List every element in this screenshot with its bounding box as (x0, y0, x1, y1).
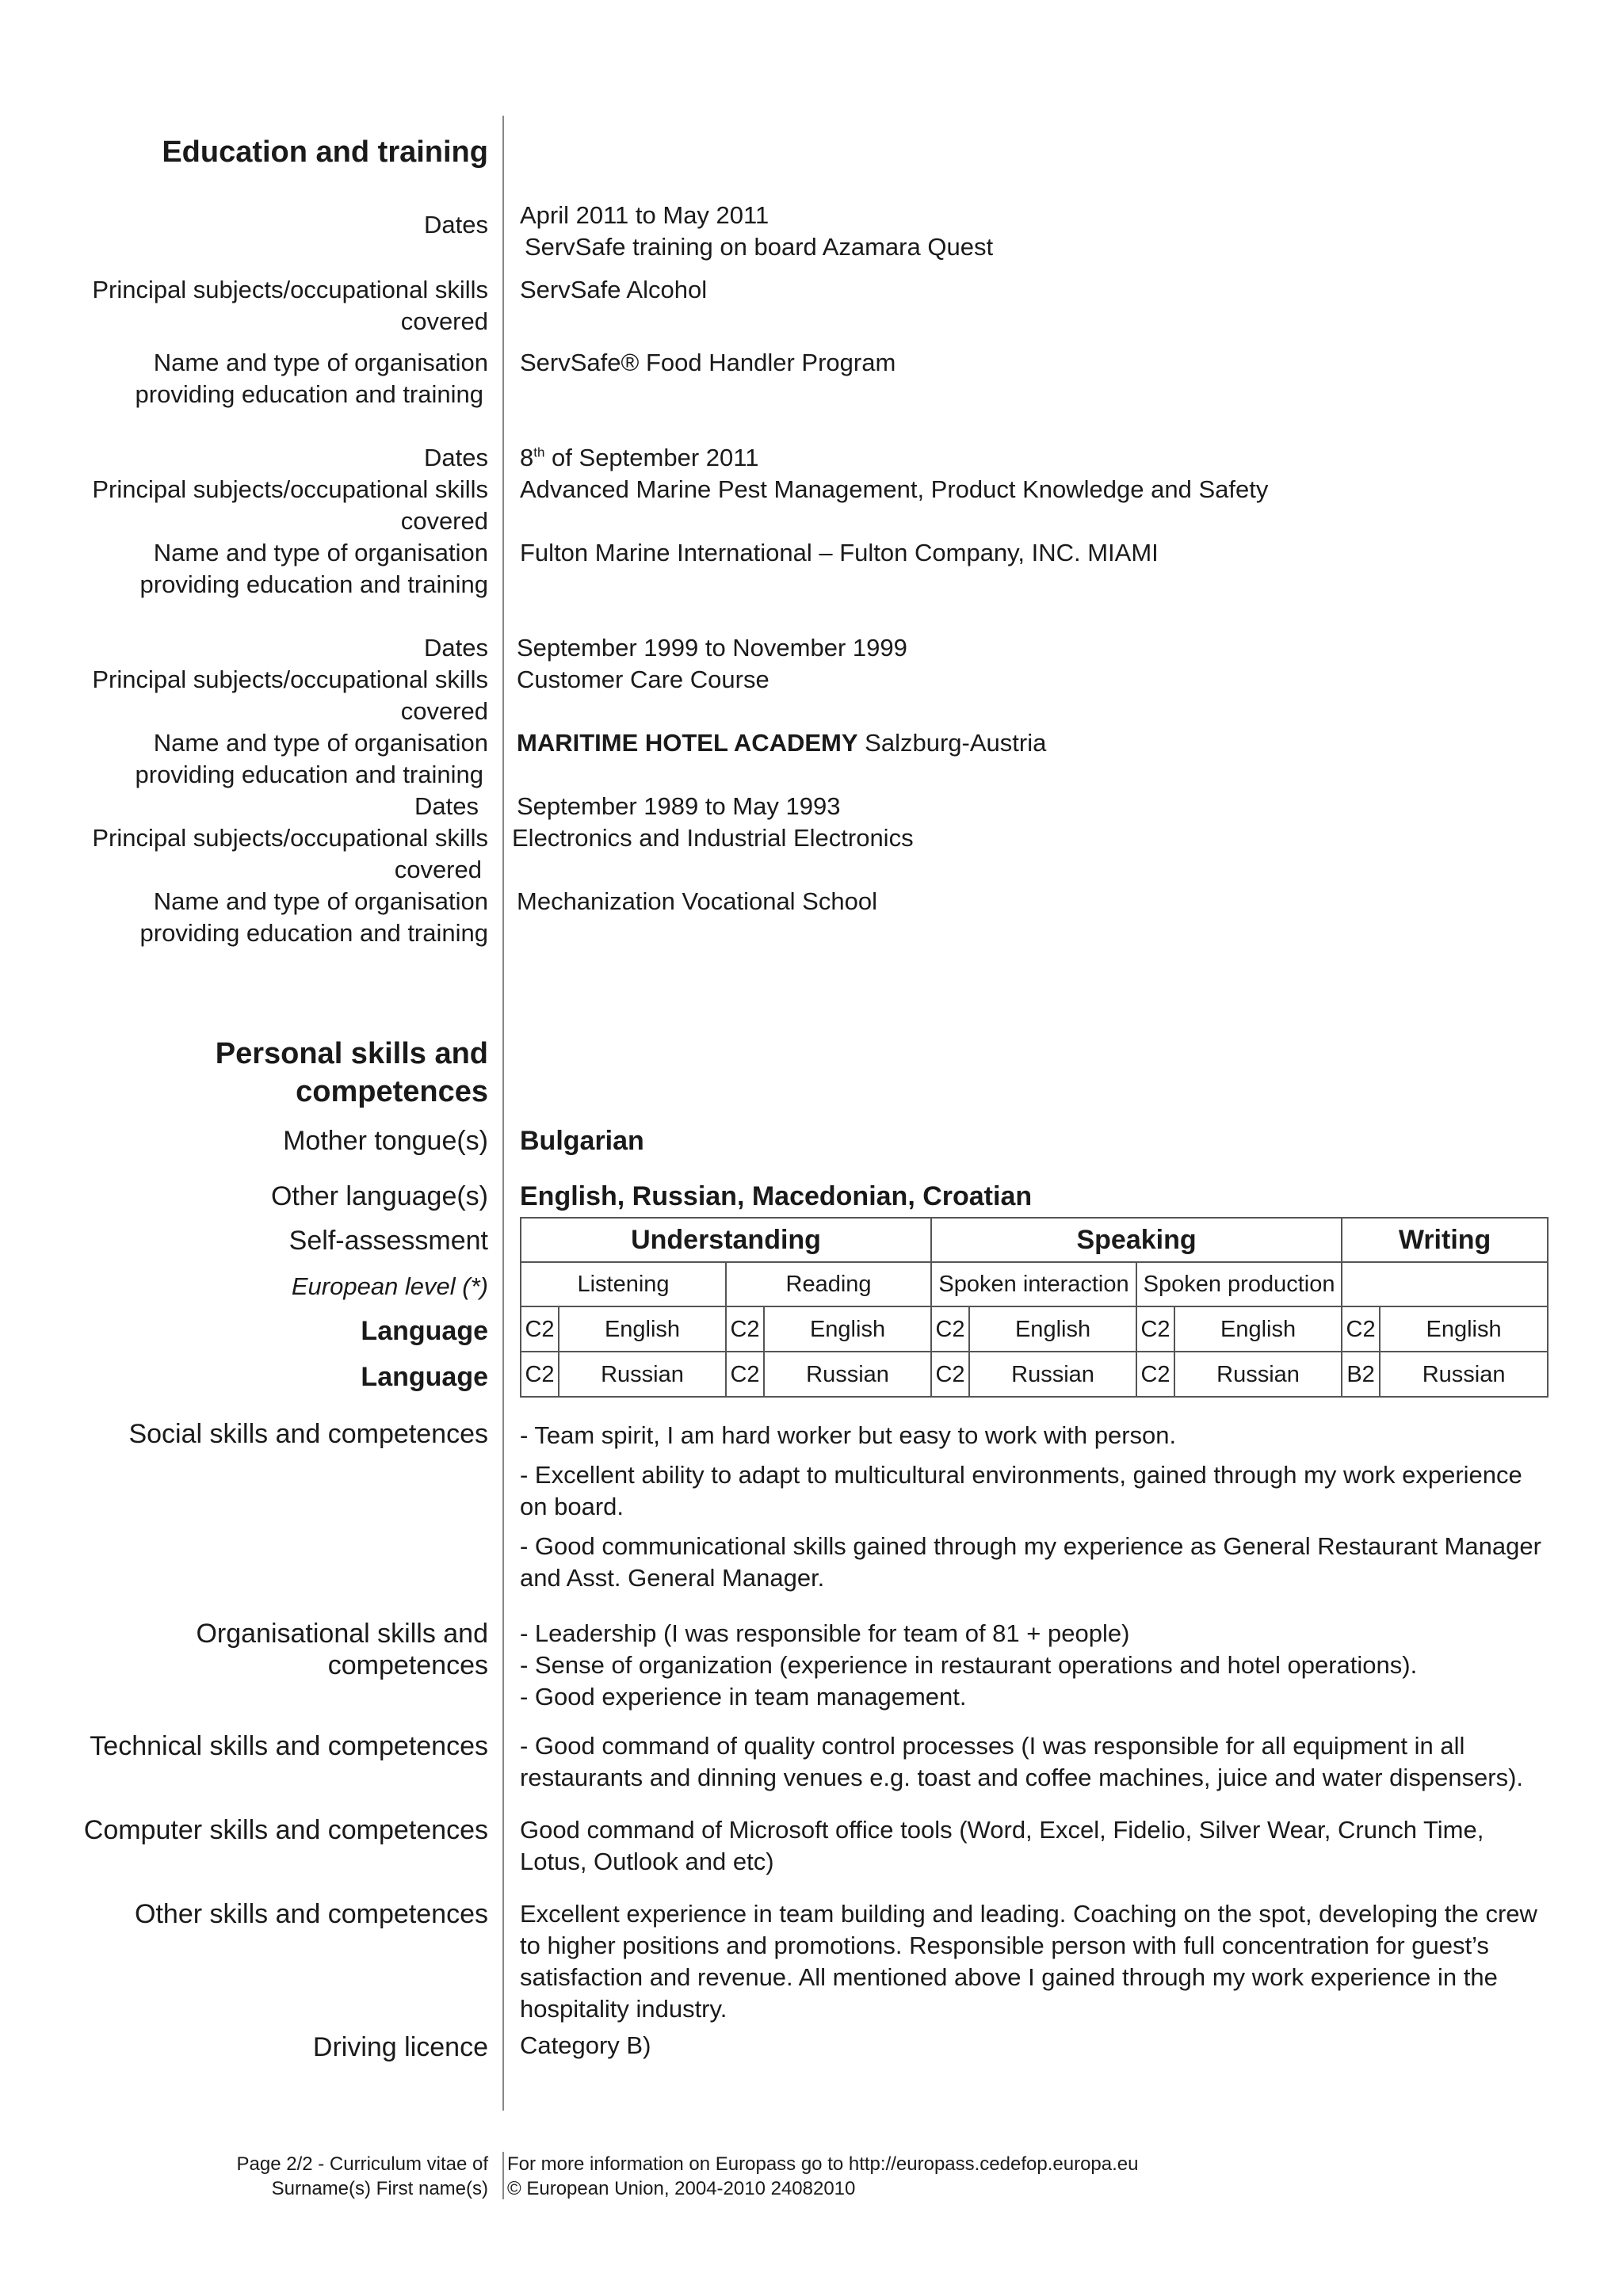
subheader-writing (1342, 1262, 1548, 1306)
level-cell: C2 (726, 1352, 764, 1397)
entry-2-subjects: Advanced Marine Pest Management, Product Knowledge and Safety (520, 475, 1269, 503)
organisation-label: Name and type of organisation providing education and training (135, 349, 488, 408)
entry-4-dates: September 1989 to May 1993 (517, 792, 841, 820)
dates-label: Dates (424, 634, 488, 662)
footer-page-info: Page 2/2 - Curriculum vitae of Surname(s) First name(s) (236, 2153, 488, 2199)
organisation-label: Name and type of organisation providing education and training (139, 887, 488, 947)
entry-1-dates: April 2011 to May 2011 (520, 201, 769, 229)
social-skills-list (520, 1420, 1550, 1602)
header-understanding: Understanding (521, 1218, 931, 1262)
technical-skills-label: Technical skills and competences (90, 1731, 488, 1761)
language-cell: English (764, 1306, 931, 1352)
entry-4-subjects: Electronics and Industrial Electronics (512, 824, 914, 852)
subheader-listening: Listening (521, 1262, 726, 1306)
language-cell: English (559, 1306, 726, 1352)
entry-1-title: ServSafe training on board Azamara Quest (525, 233, 994, 261)
level-cell: C2 (726, 1306, 764, 1352)
language-cell: English (969, 1306, 1136, 1352)
footer-europass-info: For more information on Europass go to http://europass.cedefop.europa.eu © European Union, 2004-2010 24082010 (507, 2153, 1139, 2199)
subheader-spoken-production: Spoken production (1136, 1262, 1342, 1306)
footer-divider (502, 2152, 504, 2199)
level-cell: C2 (521, 1352, 559, 1397)
entry-2-dates: 8th of September 2011 (520, 444, 759, 471)
subjects-label: Principal subjects/occupational skills covered (92, 475, 488, 535)
subheader-spoken-interaction: Spoken interaction (931, 1262, 1136, 1306)
language-cell: Russian (764, 1352, 931, 1397)
language-cell: Russian (1380, 1352, 1548, 1397)
computer-skills-label: Computer skills and competences (83, 1815, 488, 1845)
technical-skills-text: - Good command of quality control processes (I was responsible for all equipment in all restaurants and dinning venues e.g. toast and coffee machines, juice and water dispensers). (520, 1732, 1524, 1791)
organisational-skills-list (520, 1618, 1550, 1713)
list-item: - Good communicational skills gained through my experience as General Restaurant Manager and Asst. General Manager. (520, 1532, 1541, 1592)
entry-2-organisation: Fulton Marine International – Fulton Company, INC. MIAMI (520, 539, 1159, 566)
list-item: - Sense of organization (experience in restaurant operations and hotel operations). (520, 1651, 1418, 1679)
dates-label: Dates (414, 792, 479, 820)
entry-3-subjects: Customer Care Course (517, 666, 769, 693)
language-cell: English (1174, 1306, 1342, 1352)
list-item: - Good experience in team management. (520, 1683, 967, 1711)
subheader-reading: Reading (726, 1262, 931, 1306)
other-languages-label: Other language(s) (270, 1181, 488, 1211)
table-row (521, 1306, 1548, 1352)
entry-1-organisation: ServSafe® Food Handler Program (520, 349, 896, 376)
dates-label: Dates (424, 444, 488, 471)
education-heading: Education and training (162, 135, 488, 169)
personal-skills-heading: Personal skills and competences (215, 1037, 488, 1108)
subjects-label: Principal subjects/occupational skills covered (92, 276, 488, 335)
other-skills-text: Excellent experience in team building and leading. Coaching on the spot, developing the crew to higher positions and promotions. Responsible person with full concentration for guest’s satisfaction and revenue. All mentioned above I gained through my work experience in the hospitality industry. (520, 1900, 1537, 2023)
organisation-label: Name and type of organisation providing education and training (139, 539, 488, 598)
level-cell: C2 (931, 1306, 969, 1352)
level-cell: C2 (1136, 1352, 1174, 1397)
entry-1-subjects: ServSafe Alcohol (520, 276, 708, 303)
social-skills-label: Social skills and competences (128, 1419, 488, 1449)
level-cell: C2 (931, 1352, 969, 1397)
entry-3-dates: September 1999 to November 1999 (517, 634, 907, 662)
entry-3-organisation: MARITIME HOTEL ACADEMY Salzburg-Austria (517, 729, 1047, 757)
language-cell: Russian (969, 1352, 1136, 1397)
mother-tongue-label: Mother tongue(s) (283, 1126, 488, 1156)
mother-tongue-value: Bulgarian (520, 1126, 644, 1156)
organisation-label: Name and type of organisation providing education and training (135, 729, 488, 788)
level-cell: C2 (1136, 1306, 1174, 1352)
list-item: - Team spirit, I am hard worker but easy to work with person. (520, 1421, 1177, 1449)
header-writing: Writing (1342, 1218, 1548, 1262)
driving-licence-value: Category B) (520, 2031, 651, 2059)
level-cell: C2 (1342, 1306, 1380, 1352)
other-languages-value: English, Russian, Macedonian, Croatian (520, 1181, 1033, 1211)
language-label: Language (361, 1316, 488, 1346)
entry-4-organisation: Mechanization Vocational School (517, 887, 877, 915)
european-level-label: European level (*) (291, 1272, 488, 1300)
other-skills-label: Other skills and competences (135, 1899, 488, 1929)
language-cell: English (1380, 1306, 1548, 1352)
subjects-label: Principal subjects/occupational skills covered (92, 666, 488, 725)
language-assessment-table (520, 1217, 1549, 1398)
computer-skills-text: Good command of Microsoft office tools (Word, Excel, Fidelio, Silver Wear, Crunch Time, Lotus, Outlook and etc) (520, 1816, 1484, 1875)
dates-label: Dates (424, 211, 488, 238)
level-cell: C2 (521, 1306, 559, 1352)
table-row (521, 1352, 1548, 1397)
column-divider (502, 116, 504, 2111)
driving-licence-label: Driving licence (312, 2032, 488, 2062)
language-cell: Russian (559, 1352, 726, 1397)
language-cell: Russian (1174, 1352, 1342, 1397)
organisational-skills-label: Organisational skills and competences (196, 1619, 488, 1680)
list-item: - Excellent ability to adapt to multicultural environments, gained through my work experience on board. (520, 1461, 1522, 1520)
language-label: Language (361, 1362, 488, 1392)
level-cell: B2 (1342, 1352, 1380, 1397)
subjects-label: Principal subjects/occupational skills covered (92, 824, 488, 883)
self-assessment-label: Self-assessment (288, 1226, 488, 1256)
list-item: - Leadership (I was responsible for team of 81 + people) (520, 1619, 1130, 1647)
header-speaking: Speaking (931, 1218, 1342, 1262)
